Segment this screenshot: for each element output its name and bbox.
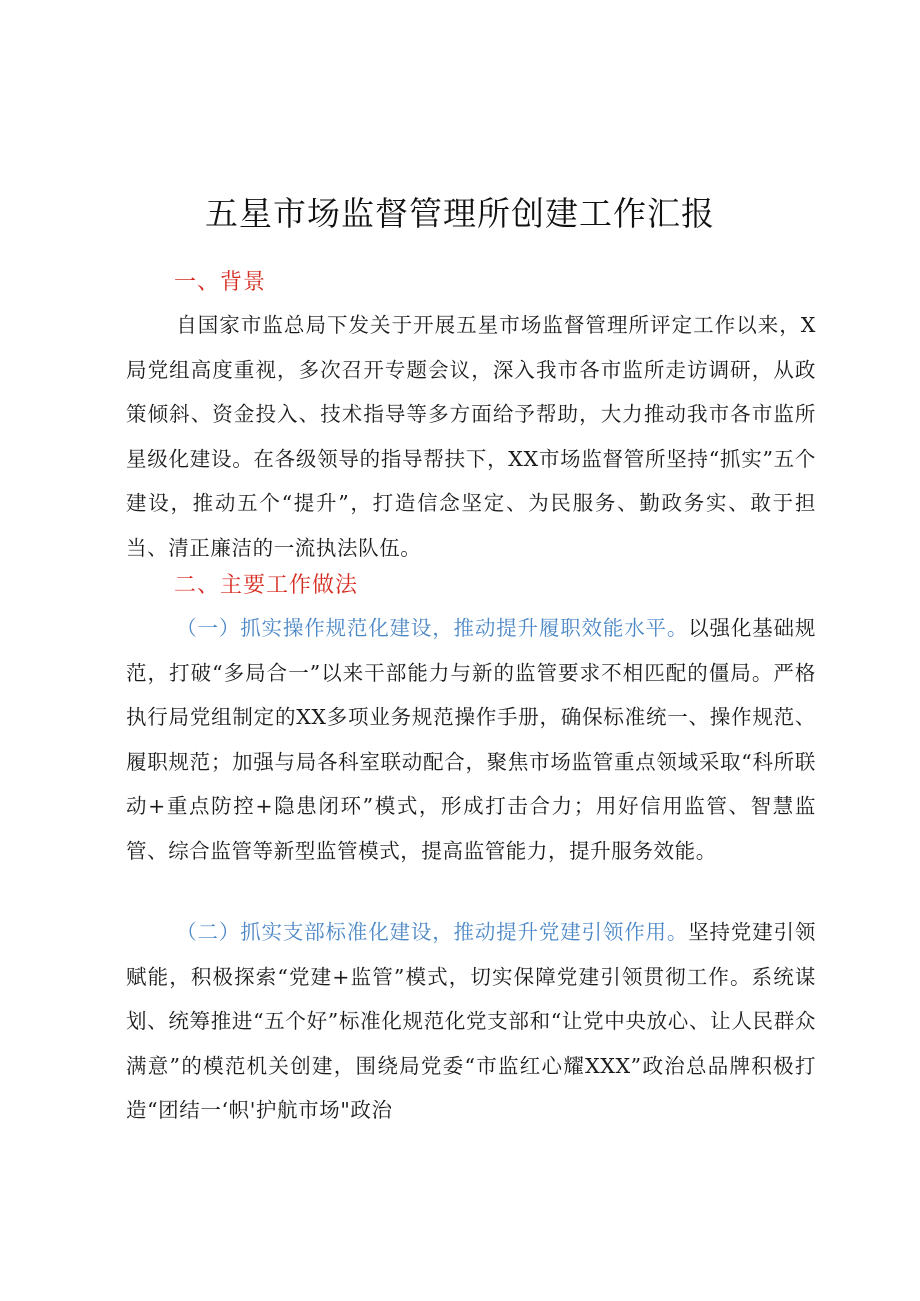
section-heading-background: 一、背景 xyxy=(174,270,267,295)
work-item-2-subheading: （二）抓实支部标准化建设，推动提升党建引领作用。 xyxy=(176,920,689,944)
work-item-1-body: 以强化基础规范，打破“多局合一”以来干部能力与新的监管要求不相匹配的僵局。严格执行局党组制定的XX多项业务规范操作手册，确保标准统一、操作规范、履职规范；加强与局各科室联动配合，聚焦市场监管重点领域采取“科所联动+重点防控+隐患闭环”模式，形成打击合力；用好信用监管、智慧监管、综合监管等新型监管模式，提高监管能力，提升服务效能。 xyxy=(126,616,816,863)
work-item-1-subheading: （一）抓实操作规范化建设，推动提升履职效能水平。 xyxy=(176,616,689,640)
section-heading-main-work: 二、主要工作做法 xyxy=(174,573,359,598)
work-item-2-body: 坚持党建引领赋能，积极探索“党建+监管”模式，切实保障党建引领贯彻工作。系统谋划、统筹推进“五个好”标准化规范化党支部和“让党中央放心、让人民群众满意”的模范机关创建，围绕局党委“市监红心耀XXX”政治总品牌积极打造“团结一‘帜'护航市场"政治 xyxy=(126,920,816,1122)
work-item-2-paragraph xyxy=(126,910,816,1133)
document-title: 五星市场监督管理所创建工作汇报 xyxy=(205,194,715,233)
work-item-1-paragraph xyxy=(126,606,816,873)
background-paragraph: 自国家市监总局下发关于开展五星市场监督管理所评定工作以来，X局党组高度重视，多次召开专题会议，深入我市各市监所走访调研，从政策倾斜、资金投入、技术指导等多方面给予帮助，大力推动我市各市监所星级化建设。在各级领导的指导帮扶下，XX市场监督管所坚持“抓实”五个建设，推动五个“提升”，打造信念坚定、为民服务、勤政务实、敢于担当、清正廉洁的一流执法队伍。 xyxy=(126,313,816,560)
